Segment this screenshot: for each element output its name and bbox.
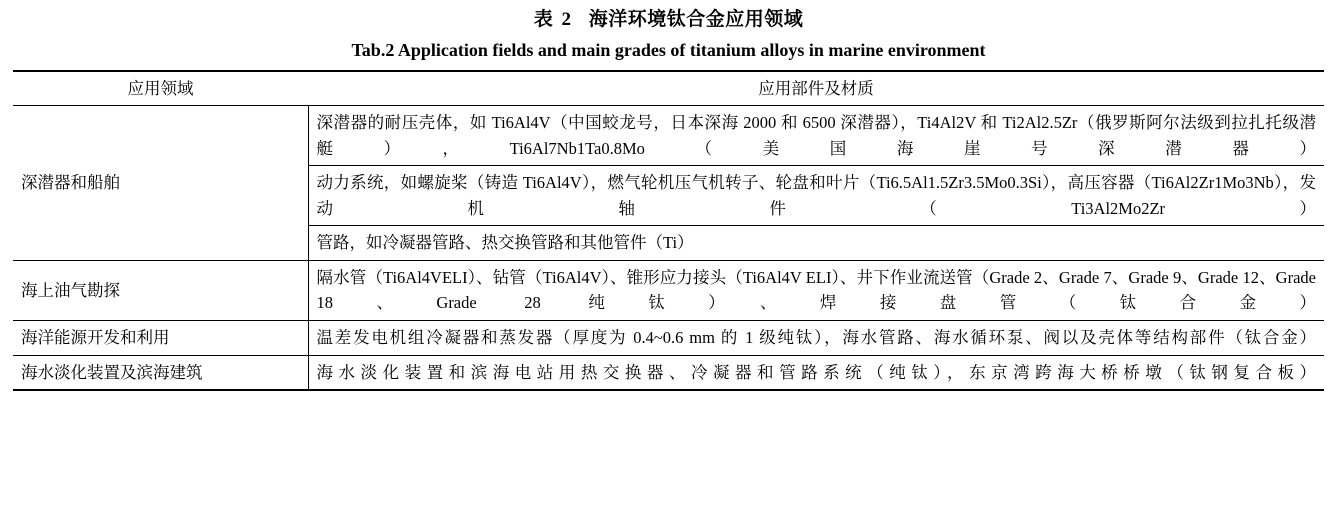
table-row <box>13 355 1324 390</box>
table-row <box>13 106 1324 166</box>
caption-chinese <box>0 0 1337 35</box>
parts-cell: 动力系统，如螺旋桨（铸造 Ti6Al4V），燃气轮机压气机转子、轮盘和叶片（Ti6.5Al1.5Zr3.5Mo0.3Si），高压容器（Ti6Al2Zr1Mo3Nb），发动机轴件（Ti3Al2Mo2Zr） <box>308 166 1324 226</box>
applications-table <box>13 70 1324 392</box>
field-cell: 海洋能源开发和利用 <box>13 321 308 356</box>
table-row <box>13 260 1324 320</box>
caption-title-cn: 海洋环境钛合金应用领域 <box>588 9 804 30</box>
caption-label: 表 2 <box>533 9 573 30</box>
header-cell-parts: 应用部件及材质 <box>308 71 1324 106</box>
parts-cell: 温差发电机组冷凝器和蒸发器（厚度为 0.4~0.6 mm 的 1 级纯钛），海水管路、海水循环泵、阀以及壳体等结构部件（钛合金） <box>308 321 1324 356</box>
table-row <box>13 321 1324 356</box>
parts-cell: 海水淡化装置和滨海电站用热交换器、冷凝器和管路系统（纯钛），东京湾跨海大桥桥墩（钛钢复合板） <box>308 355 1324 390</box>
table-header-row <box>13 71 1324 106</box>
field-cell: 海水淡化装置及滨海建筑 <box>13 355 308 390</box>
parts-cell: 深潜器的耐压壳体，如 Ti6Al4V（中国蛟龙号，日本深海 2000 和 6500 深潜器），Ti4Al2V 和 Ti2Al2.5Zr（俄罗斯阿尔法级到拉扎托级潜艇），Ti6Al7Nb1Ta0.8Mo（美国海崖号深潜器） <box>316 113 1316 158</box>
table-caption <box>0 0 1337 70</box>
field-cell: 海上油气勘探 <box>13 260 308 320</box>
caption-english: Tab.2 Application fields and main grades of titanium alloys in marine environment <box>351 39 986 60</box>
field-cell: 深潜器和船舶 <box>13 106 308 261</box>
header-cell-field: 应用领域 <box>13 71 308 106</box>
parts-cell: 管路，如冷凝器管路、热交换管路和其他管件（Ti） <box>308 226 1324 261</box>
parts-cell: 隔水管（Ti6Al4VELI）、钻管（Ti6Al4V）、锥形应力接头（Ti6Al4V ELI）、井下作业流送管（Grade 2、Grade 7、Grade 9、Grade 12、Grade 18、Grade 28 纯钛）、焊接盘管（钛合金） <box>308 260 1324 320</box>
